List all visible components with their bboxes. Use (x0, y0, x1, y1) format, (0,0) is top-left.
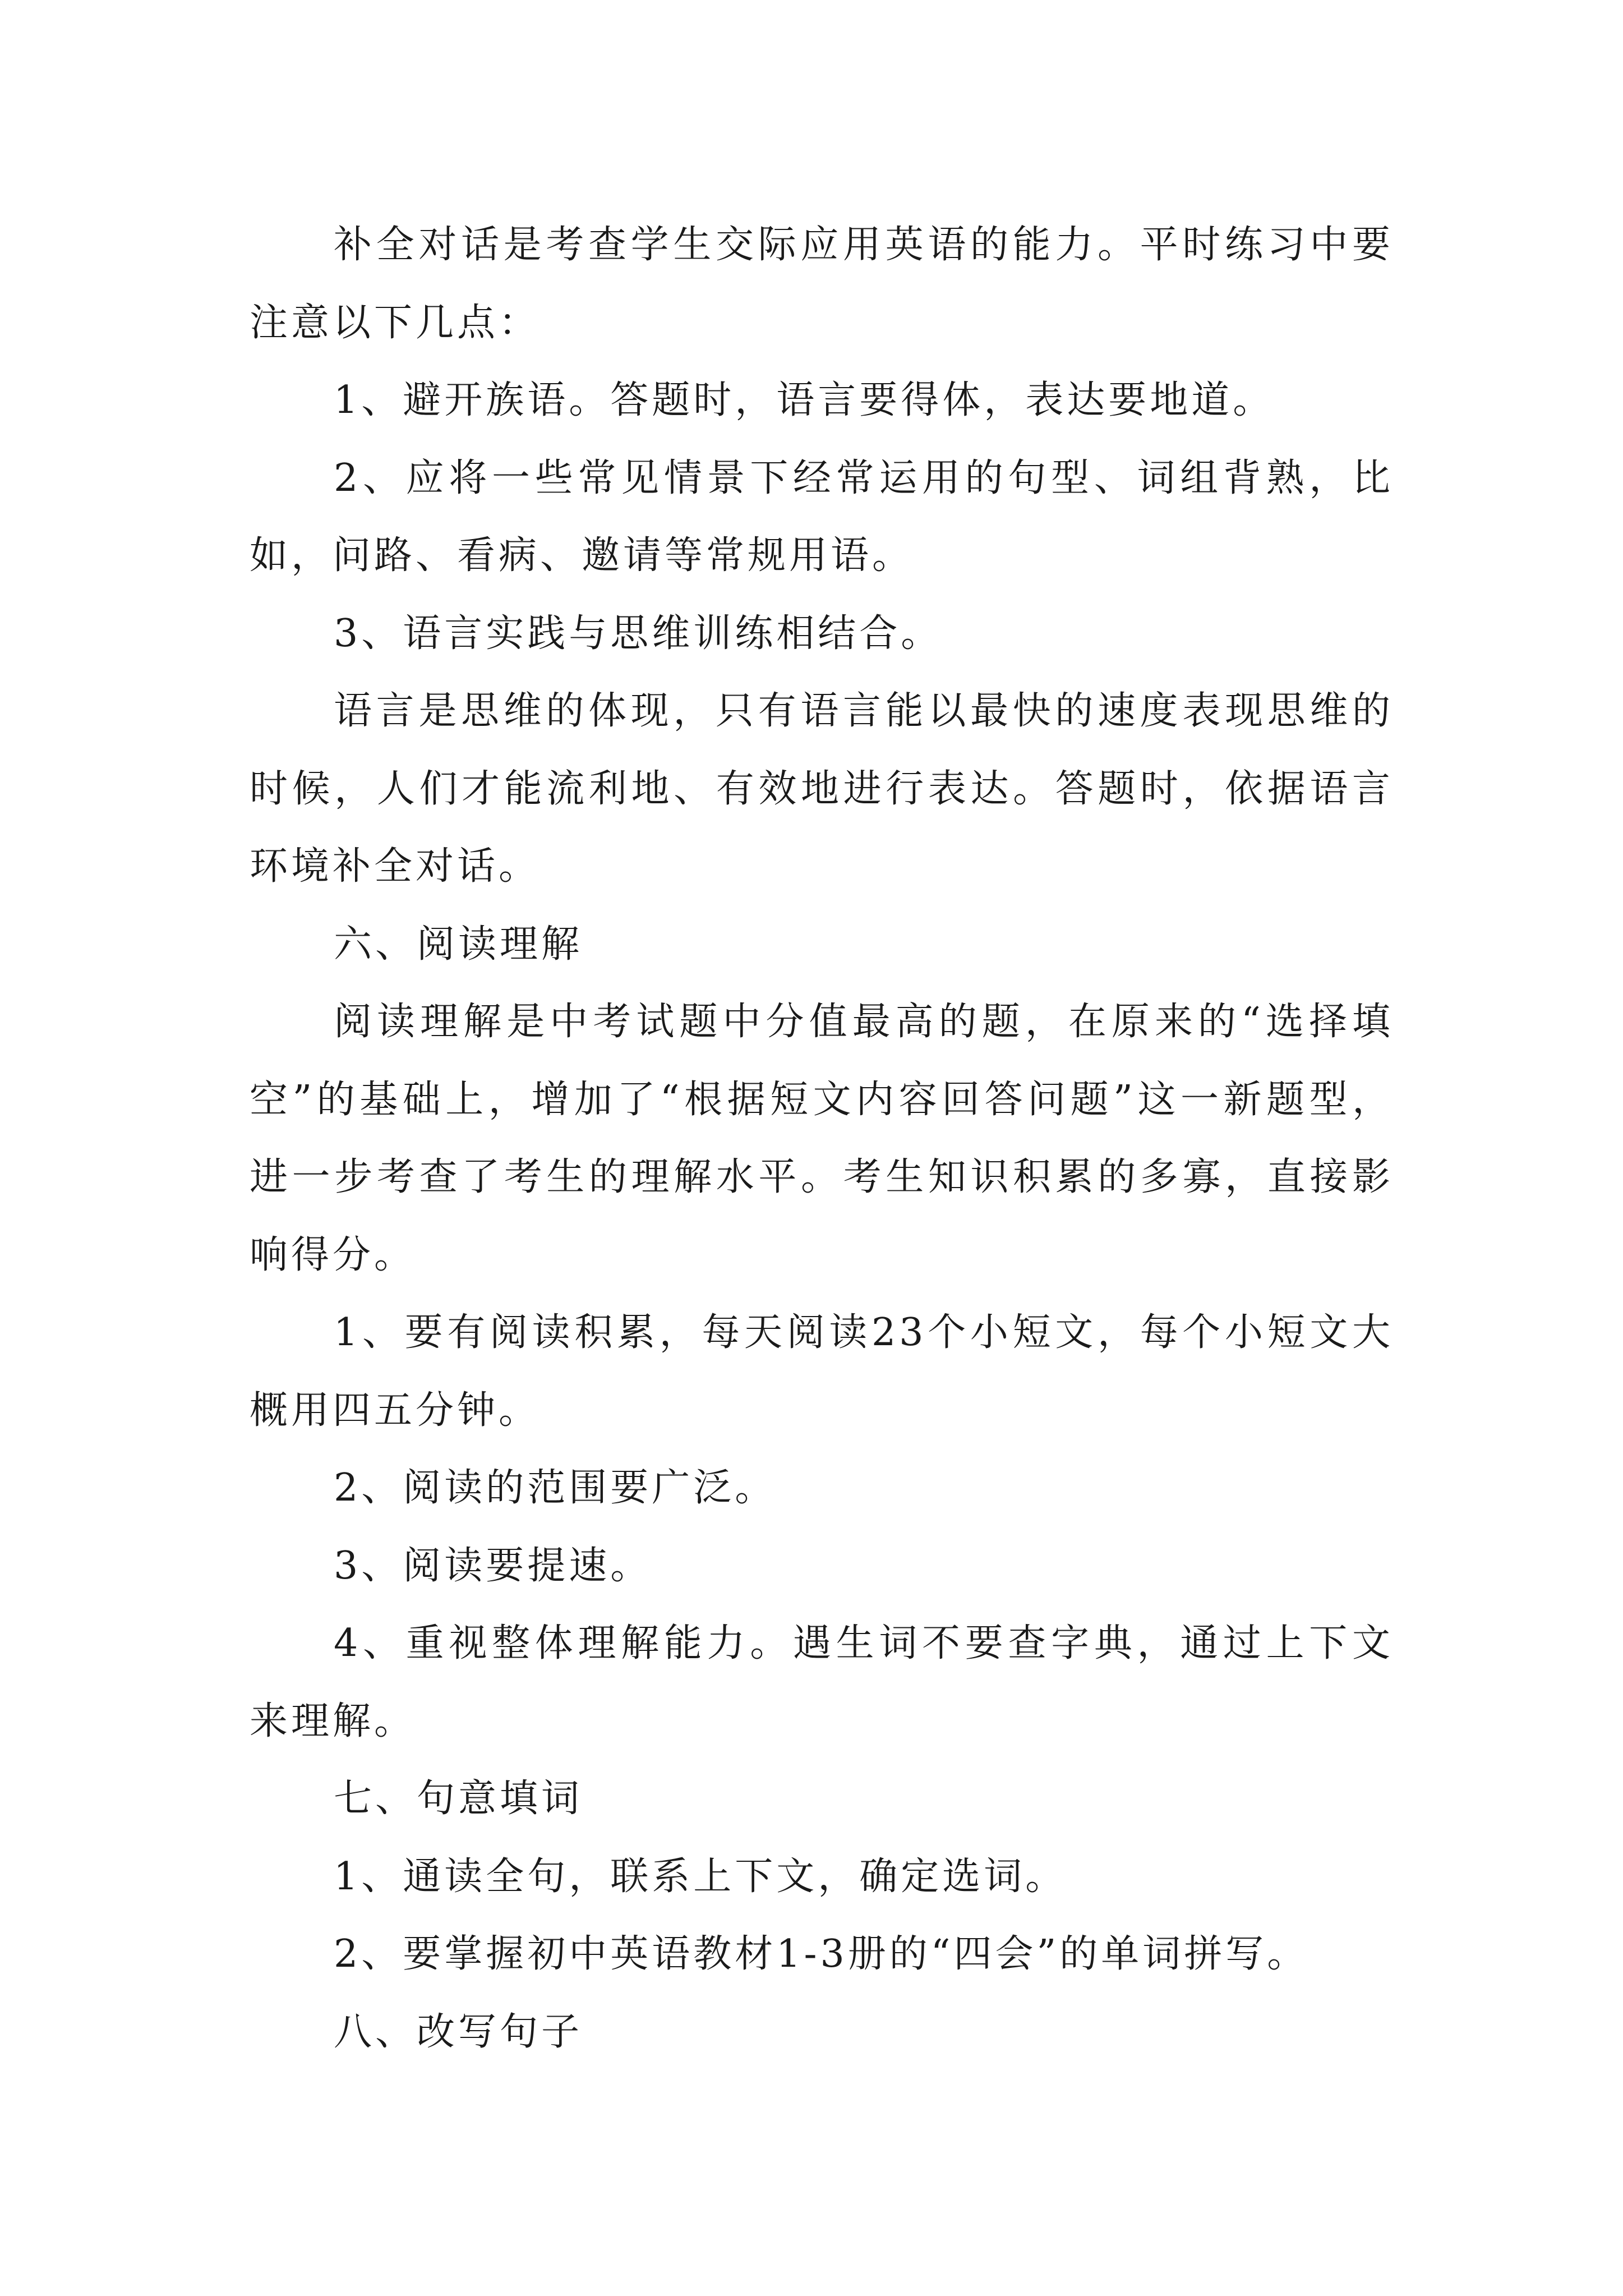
paragraph-fill-tip-2: 2、要掌握初中英语教材1-3册的“四会”的单词拼写。 (334, 1932, 1309, 1976)
paragraph-reading-intro: 阅读理解是中考试题中分值最高的题，在原来的“选择填空”的基础上，增加了“根据短文内容回答问题”这一新题型，进一步考查了考生的理解水平。考生知识积累的多寡，直接影响得分。 (250, 1000, 1394, 1277)
paragraph-dialogue-tip-3: 3、语言实践与思维训练相结合。 (334, 611, 943, 656)
paragraph-intro: 补全对话是考查学生交际应用英语的能力。平时练习中要注意以下几点： (250, 223, 1394, 345)
paragraph-reading-tip-2: 2、阅读的范围要广泛。 (334, 1466, 777, 1510)
paragraph-reading-tip-1: 1、要有阅读积累，每天阅读23个小短文，每个小短文大概用四五分钟。 (250, 1310, 1394, 1433)
paragraph-fill-tip-1: 1、通读全句，联系上下文，确定选词。 (334, 1854, 1067, 1899)
section-heading-rewrite: 八、改写句子 (334, 2009, 583, 2054)
paragraph-language-thinking: 语言是思维的体现，只有语言能以最快的速度表现思维的时候，人们才能流利地、有效地进行表达。答题时，依据语言环境补全对话。 (250, 689, 1394, 889)
section-heading-reading: 六、阅读理解 (334, 922, 583, 967)
section-heading-fill-words: 七、句意填词 (334, 1777, 583, 1821)
paragraph-reading-tip-3: 3、阅读要提速。 (334, 1543, 652, 1588)
document-body (250, 206, 1394, 2071)
paragraph-dialogue-tip-1: 1、避开族语。答题时，语言要得体，表达要地道。 (334, 378, 1275, 422)
paragraph-dialogue-tip-2: 2、应将一些常见情景下经常运用的句型、词组背熟，比如，问路、看病、邀请等常规用语。 (250, 455, 1394, 578)
paragraph-reading-tip-4: 4、重视整体理解能力。遇生词不要查字典，通过上下文来理解。 (250, 1621, 1394, 1743)
